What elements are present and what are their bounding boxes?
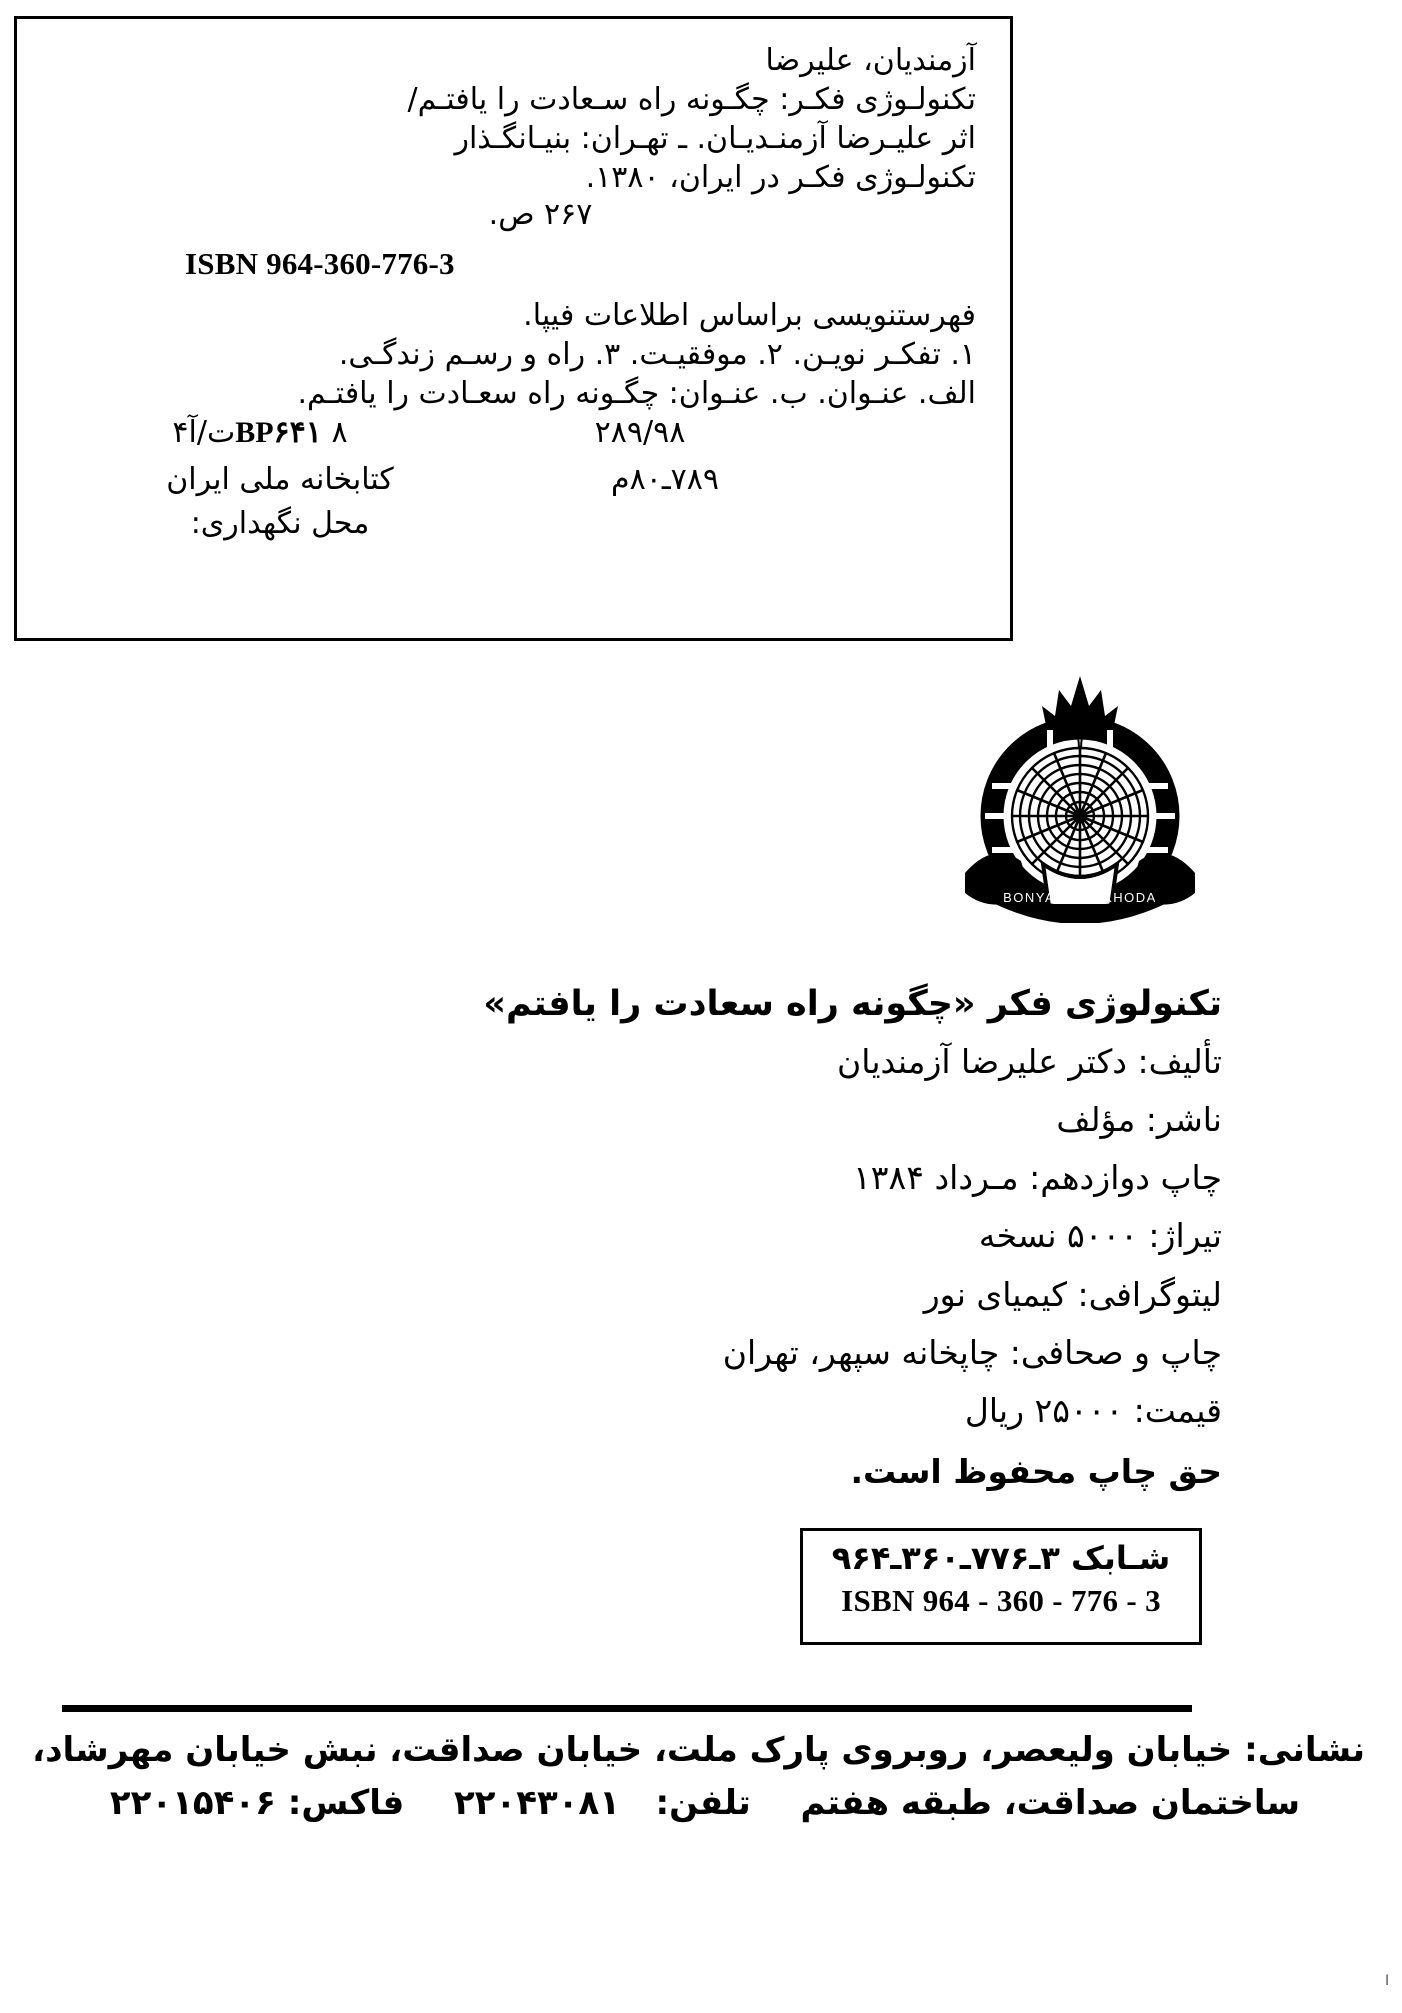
cip-national-library-block xyxy=(45,458,976,545)
address-building: ساختمان صداقت، طبقه هفتم xyxy=(800,1782,1301,1823)
cip-call-number-cutter: ۸ت/آ۴ xyxy=(172,415,348,450)
publisher-emblem-icon xyxy=(955,668,1205,923)
publisher-line: ناشر: مؤلف xyxy=(1056,1099,1222,1139)
print-run-line: تیراژ: ۵۰۰۰ نسخه xyxy=(978,1216,1222,1256)
cip-call-number-row xyxy=(45,415,976,450)
cip-national-library-number: ۷۸۹ـ۸۰م xyxy=(611,462,719,497)
cip-call-number-group xyxy=(45,415,475,450)
cip-added-entries: الف. عنـوان. ب. عنـوان: چگـونه راه سعـادت را یافتـم. xyxy=(297,376,976,411)
edition-line: چاپ دوازدهم: مـرداد ۱۳۸۴ xyxy=(853,1158,1222,1198)
cip-responsibility-statement: اثر علیـرضا آزمنـدیـان. ـ تهـران: بنیـانگـذار xyxy=(454,121,976,156)
address-line-1: نشانی: خیابان ولیعصر، روبروی پارک ملت، خیابان صداقت، نبش خیابان مهرشاد، xyxy=(32,1730,1365,1770)
emblem-banner-text: BONYAD DEHKHODA xyxy=(1003,890,1157,905)
cip-isbn: ISBN 964-360-776-3 xyxy=(185,246,455,281)
isbn-box xyxy=(800,1528,1202,1645)
price-line: قیمت: ۲۵۰۰۰ ریال xyxy=(964,1391,1222,1431)
cip-imprint: تکنولـوژی فکـر در ایران، ۱۳۸۰. xyxy=(585,160,976,195)
publication-details xyxy=(162,985,1222,1491)
cip-author-heading: آزمندیان، علیرضا xyxy=(765,43,976,78)
cip-shelf-location-label: محل نگهداری: xyxy=(190,505,370,541)
phone-number: ۲۲۰۴۳۰۸۱ xyxy=(453,1782,620,1823)
lithography-line: لیتوگرافی: کیمیای نور xyxy=(923,1274,1222,1314)
cip-record-content xyxy=(17,19,1010,638)
cip-national-library-name: کتابخانه ملی ایران xyxy=(166,462,394,497)
printing-binding-line: چاپ و صحافی: چاپخانه سپهر، تهران xyxy=(722,1332,1222,1372)
copyright-notice: حق چاپ محفوظ است. xyxy=(850,1451,1222,1491)
cip-extent: ۲۶۷ ص. xyxy=(488,197,593,232)
cip-cataloging-note: فهرستنویسی براساس اطلاعات فیپا. xyxy=(523,298,976,333)
address-line-2 xyxy=(45,1777,1365,1830)
phone-label: تلفن: xyxy=(655,1782,751,1823)
fax-label: فاکس: xyxy=(287,1782,405,1823)
isbn-latin-line: ISBN 964 - 360 - 776 - 3 xyxy=(841,1583,1161,1618)
author-line: تألیف: دکتر علیرضا آزمندیان xyxy=(837,1041,1222,1081)
cip-title-statement: تکنولـوژی فکـر: چگـونه راه سـعادت را یافتـم/ xyxy=(407,82,976,117)
footer-address-block xyxy=(32,1724,1365,1829)
cip-record-box xyxy=(14,16,1013,641)
fax-number: ۲۲۰۱۵۴۰۶ xyxy=(109,1782,276,1823)
shabak-line: شـابک ۳ـ۷۷۶ـ۳۶۰ـ۹۶۴ xyxy=(831,1539,1171,1577)
page-edge-mark: ا xyxy=(1385,1973,1389,1989)
cip-subject-headings: ۱. تفکـر نویـن. ۲. موفقیـت. ۳. راه و رسـم زندگـی. xyxy=(338,337,976,372)
cip-call-number-classmark: BP۶۴۱ xyxy=(235,416,322,449)
book-title: تکنولوژی فکر «چگونه راه سعادت را یافتم» xyxy=(483,984,1222,1024)
footer-divider xyxy=(62,1705,1192,1712)
cip-dewey-number: ۲۸۹/۹۸ xyxy=(594,415,686,450)
